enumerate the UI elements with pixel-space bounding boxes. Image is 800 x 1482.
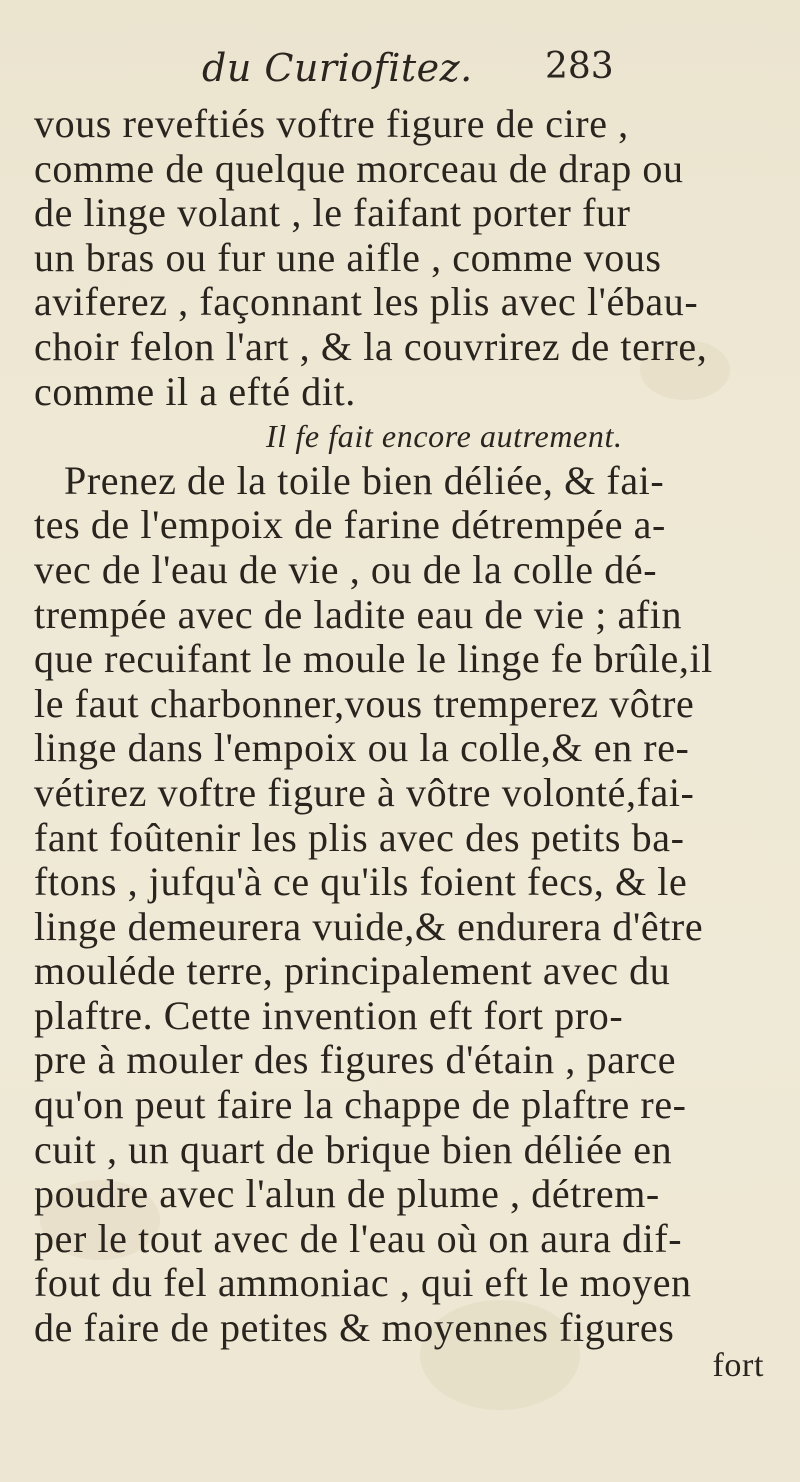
text-line: qu'on peut faire la chappe de plaftre re- bbox=[34, 1082, 687, 1128]
text-line: comme il a efté dit. bbox=[34, 368, 356, 414]
text-line: que recuifant le moule le linge fe brûle,il bbox=[34, 636, 713, 682]
text-line: tes de l'empoix de farine détrempée a- bbox=[34, 502, 666, 548]
text-line: de linge volant , le faifant porter fur bbox=[34, 190, 631, 236]
text-line: vous reveftiés voftre figure de cire , bbox=[34, 101, 629, 146]
running-title: du Curiofitez. bbox=[202, 46, 473, 90]
text-line: linge dans l'empoix ou la colle,& en re- bbox=[34, 725, 690, 771]
text-line: linge demeurera vuide,& endurera d'être bbox=[34, 903, 704, 949]
text-line: choir felon l'art , & la couvrirez de terre, bbox=[34, 323, 708, 369]
text-line: le faut charbonner,vous tremperez vôtre bbox=[34, 680, 695, 726]
section-subheading: Il fe fait encore autrement. bbox=[266, 418, 623, 455]
text-line: poudre avec l'alun de plume , détrem- bbox=[34, 1171, 660, 1217]
text-line: per le tout avec de l'eau où on aura dif- bbox=[34, 1215, 683, 1261]
text-line: Prenez de la toile bien déliée, & fai- bbox=[64, 457, 665, 503]
text-line: fant foûtenir les plis avec des petits ba- bbox=[34, 814, 685, 860]
text-line: trempée avec de ladite eau de vie ; afin bbox=[34, 591, 683, 637]
text-line: un bras ou fur une aifle , comme vous bbox=[34, 234, 662, 280]
text-line: cuit , un quart de brique bien déliée en bbox=[34, 1126, 673, 1172]
text-line: mouléde terre, principalement avec du bbox=[34, 948, 671, 994]
page-header bbox=[0, 46, 800, 94]
text-line: ftons , jufqu'à ce qu'ils foient fecs, & le bbox=[34, 859, 688, 905]
text-line: vec de l'eau de vie , ou de la colle dé- bbox=[34, 546, 658, 592]
body-text bbox=[34, 102, 774, 1385]
page-number: 283 bbox=[545, 46, 614, 87]
text-line: vétirez voftre figure à vôtre volonté,fai- bbox=[34, 769, 695, 815]
text-line: comme de quelque morceau de drap ou bbox=[34, 145, 684, 191]
text-line: aviferez , façonnant les plis avec l'ébau- bbox=[34, 279, 699, 325]
text-line: plaftre. Cette invention eft fort pro- bbox=[34, 992, 624, 1038]
text-line: pre à mouler des figures d'étain , parce bbox=[34, 1037, 677, 1083]
text-line: de faire de petites & moyennes figures bbox=[34, 1305, 675, 1351]
catchword: fort bbox=[712, 1346, 764, 1384]
text-line: fout du fel ammoniac , qui eft le moyen bbox=[34, 1260, 692, 1306]
